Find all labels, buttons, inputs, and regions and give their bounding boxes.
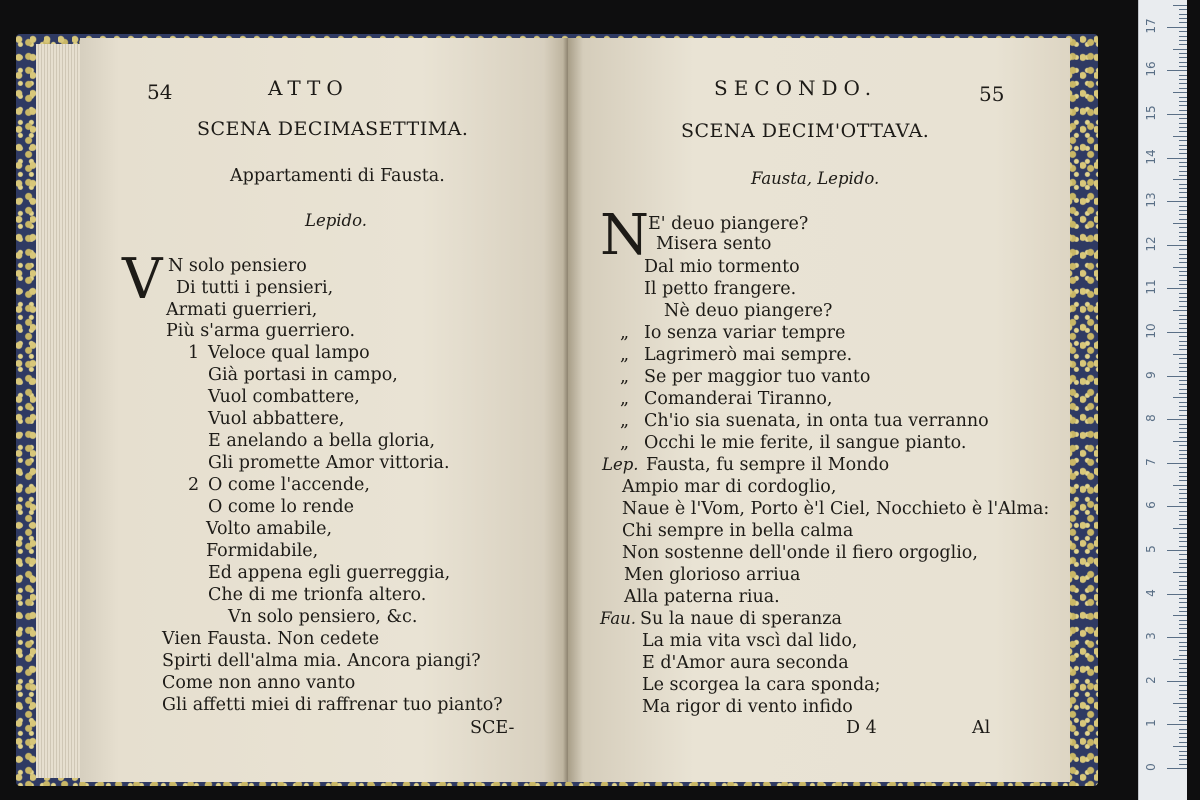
ruler-tick — [1179, 171, 1187, 172]
ruler-tick — [1167, 27, 1187, 28]
ruler-label: 5 — [1144, 545, 1158, 553]
ruler-tick — [1179, 646, 1187, 647]
ruler-tick — [1179, 410, 1187, 411]
running-head: SECONDO. — [714, 76, 878, 100]
ruler-tick — [1179, 511, 1187, 512]
quote-mark: „ — [620, 323, 630, 343]
ruler-tick — [1173, 136, 1187, 137]
stanza-number: 1 — [188, 343, 200, 363]
verse-line: Men glorioso arriua — [624, 565, 801, 585]
verse-line: O come lo rende — [208, 497, 355, 517]
ruler-tick — [1179, 145, 1187, 146]
ruler-tick — [1179, 127, 1187, 128]
ruler-tick — [1173, 354, 1187, 355]
ruler-tick — [1179, 184, 1187, 185]
ruler-tick — [1179, 101, 1187, 102]
ruler-tick — [1179, 480, 1187, 481]
ruler-tick — [1179, 275, 1187, 276]
ruler-tick — [1179, 40, 1187, 41]
ruler-tick — [1173, 485, 1187, 486]
ruler-tick — [1167, 594, 1187, 595]
signature-mark: D 4 — [846, 718, 877, 738]
ruler-tick — [1179, 188, 1187, 189]
verse-line: Lagrimerò mai sempre. — [644, 345, 853, 365]
ruler-tick — [1179, 502, 1187, 503]
verse-line: Già portasi in campo, — [208, 365, 398, 385]
ruler-label: 17 — [1144, 18, 1158, 34]
ruler-label: 14 — [1144, 148, 1158, 165]
ruler-tick — [1167, 114, 1187, 115]
ruler-tick — [1179, 254, 1187, 255]
scene-location: Appartamenti di Fausta. — [230, 166, 445, 186]
ruler-tick — [1167, 70, 1187, 71]
ruler-tick — [1179, 262, 1187, 263]
ruler-tick — [1179, 358, 1187, 359]
ruler-tick — [1173, 572, 1187, 573]
ruler-tick — [1179, 14, 1187, 15]
quote-mark: „ — [620, 345, 630, 365]
ruler-tick — [1179, 428, 1187, 429]
ruler-tick — [1179, 755, 1187, 756]
ruler-tick — [1173, 703, 1187, 704]
ruler-tick — [1179, 764, 1187, 765]
ruler-tick — [1179, 210, 1187, 211]
verse-line: Io senza variar tempre — [644, 323, 846, 343]
verse-line: Chi sempre in bella calma — [622, 521, 854, 541]
ruler-tick — [1179, 345, 1187, 346]
speaker-names: Fausta, Lepido. — [751, 169, 880, 188]
ruler-tick — [1167, 463, 1187, 464]
ruler-tick — [1179, 79, 1187, 80]
ruler-label: 2 — [1144, 675, 1158, 684]
verse-line: Spirti dell'alma mia. Ancora piangi? — [162, 651, 481, 671]
catchword: SCE- — [470, 718, 515, 738]
ruler-tick — [1179, 737, 1187, 738]
verse-line: Ch'io sia suenata, in onta tua verranno — [644, 411, 989, 431]
ruler-tick — [1179, 297, 1187, 298]
right-page — [568, 38, 1070, 782]
stanza-number: 2 — [188, 475, 200, 495]
verse-line: Gli promette Amor vittoria. — [208, 453, 450, 473]
ruler-tick — [1179, 53, 1187, 54]
ruler-tick — [1179, 467, 1187, 468]
ruler-tick — [1179, 751, 1187, 752]
ruler-tick — [1179, 663, 1187, 664]
ruler-tick — [1167, 768, 1187, 769]
verse-line: Gli affetti miei di raffrenar tuo pianto? — [162, 695, 503, 715]
ruler-tick — [1179, 559, 1187, 560]
verse-line: Veloce qual lampo — [208, 343, 370, 363]
verse-line: Se per maggior tuo vanto — [644, 367, 871, 387]
ruler-tick — [1179, 367, 1187, 368]
ruler-tick — [1179, 97, 1187, 98]
ruler-tick — [1167, 506, 1187, 507]
ruler-tick — [1179, 489, 1187, 490]
ruler-tick — [1179, 432, 1187, 433]
verse-line: Ma rigor di vento infido — [642, 697, 853, 717]
ruler-tick — [1179, 336, 1187, 337]
verse-line: Che di me trionfa altero. — [208, 585, 427, 605]
ruler-tick — [1179, 293, 1187, 294]
ruler-tick — [1179, 389, 1187, 390]
ruler-tick — [1179, 676, 1187, 677]
ruler-tick — [1179, 9, 1187, 10]
ruler-tick — [1173, 310, 1187, 311]
ruler-tick — [1179, 546, 1187, 547]
ruler-tick — [1167, 158, 1187, 159]
verse-line: Non sostenne dell'onde il fiero orgoglio, — [622, 543, 978, 563]
verse-line: Dal mio tormento — [644, 257, 800, 277]
ruler-tick — [1179, 110, 1187, 111]
ruler-tick — [1179, 44, 1187, 45]
verse-line: O come l'accende, — [208, 475, 370, 495]
ruler-tick — [1179, 328, 1187, 329]
ruler-tick — [1179, 541, 1187, 542]
ruler-tick — [1179, 581, 1187, 582]
ruler-tick — [1179, 197, 1187, 198]
ruler-tick — [1179, 380, 1187, 381]
ruler-tick — [1179, 341, 1187, 342]
ruler-label: 7 — [1144, 457, 1158, 466]
running-head: ATTO — [268, 76, 349, 100]
ruler-tick — [1167, 288, 1187, 289]
left-page — [80, 38, 568, 782]
ruler-tick — [1167, 332, 1187, 333]
ruler-tick — [1167, 201, 1187, 202]
ruler-tick — [1179, 219, 1187, 220]
ruler-tick — [1179, 611, 1187, 612]
ruler-tick — [1179, 519, 1187, 520]
ruler-tick — [1179, 602, 1187, 603]
ruler-label: 9 — [1144, 370, 1158, 379]
quote-mark: „ — [620, 389, 630, 409]
ruler-tick — [1179, 698, 1187, 699]
speaker-name: Lepido. — [305, 211, 368, 230]
ruler-tick — [1179, 88, 1187, 89]
ruler-tick — [1179, 633, 1187, 634]
ruler-label: 6 — [1144, 501, 1158, 510]
drop-cap: N — [600, 203, 649, 268]
ruler-tick — [1179, 576, 1187, 577]
ruler-tick — [1179, 62, 1187, 63]
ruler-tick — [1179, 118, 1187, 119]
verse-line: Alla paterna riua. — [624, 587, 780, 607]
verse-line: Volto amabile, — [206, 519, 333, 539]
page-edges — [36, 44, 82, 778]
ruler-tick — [1179, 83, 1187, 84]
catchword: Al — [972, 718, 991, 738]
ruler-tick — [1179, 319, 1187, 320]
verse-line: Vuol abbattere, — [208, 409, 345, 429]
ruler-tick — [1179, 57, 1187, 58]
verse-line: Armati guerrieri, — [166, 300, 318, 320]
verse-line: Vuol combattere, — [208, 387, 360, 407]
ruler-tick — [1179, 563, 1187, 564]
ruler-tick — [1179, 105, 1187, 106]
verse-line: N solo pensiero — [168, 256, 307, 276]
ruler-tick — [1179, 415, 1187, 416]
ruler-tick — [1179, 450, 1187, 451]
ruler-tick — [1179, 166, 1187, 167]
ruler-tick — [1167, 637, 1187, 638]
verse-line: E' deuo piangere? — [648, 214, 809, 234]
ruler-tick — [1179, 18, 1187, 19]
ruler-tick — [1167, 724, 1187, 725]
verse-line: Nè deuo piangere? — [664, 301, 833, 321]
ruler-tick — [1179, 620, 1187, 621]
verse-line: La mia vita vscì dal lido, — [642, 631, 858, 651]
verse-line: Fausta, fu sempre il Mondo — [646, 455, 890, 475]
ruler-tick — [1173, 223, 1187, 224]
ruler-tick — [1179, 589, 1187, 590]
ruler-tick — [1179, 628, 1187, 629]
verse-line: Più s'arma guerriero. — [166, 321, 356, 341]
ruler-tick — [1179, 258, 1187, 259]
ruler-tick — [1179, 140, 1187, 141]
ruler-label: 13 — [1144, 192, 1158, 208]
scene-title: SCENA DECIMASETTIMA. — [197, 118, 469, 140]
ruler-tick — [1173, 5, 1187, 6]
ruler-label: 0 — [1144, 763, 1158, 771]
ruler-tick — [1179, 759, 1187, 760]
ruler-tick — [1179, 36, 1187, 37]
ruler-tick — [1179, 472, 1187, 473]
verse-line: Il petto frangere. — [644, 279, 797, 299]
ruler-tick — [1173, 397, 1187, 398]
verse-line: Vien Fausta. Non cedete — [162, 629, 380, 649]
ruler-label: 16 — [1144, 61, 1158, 78]
ruler-label: 15 — [1144, 105, 1158, 121]
ruler-tick — [1179, 384, 1187, 385]
ruler-tick — [1179, 694, 1187, 695]
ruler-tick — [1179, 493, 1187, 494]
quote-mark: „ — [620, 367, 630, 387]
ruler-tick — [1179, 554, 1187, 555]
ruler-tick — [1179, 642, 1187, 643]
quote-mark: „ — [620, 411, 630, 431]
verse-line: Come non anno vanto — [162, 673, 356, 693]
ruler-tick — [1179, 271, 1187, 272]
verse-line: Le scorgea la cara sponda; — [642, 675, 881, 695]
ruler-tick — [1179, 598, 1187, 599]
ruler-tick — [1179, 306, 1187, 307]
ruler-tick — [1179, 498, 1187, 499]
ruler-label: 10 — [1144, 323, 1158, 339]
ruler-tick — [1179, 214, 1187, 215]
page-number: 54 — [147, 80, 173, 104]
ruler-tick — [1179, 729, 1187, 730]
verse-line: Comanderai Tiranno, — [644, 389, 833, 409]
ruler-tick — [1179, 131, 1187, 132]
ruler-tick — [1173, 179, 1187, 180]
ruler-tick — [1179, 192, 1187, 193]
ruler-tick — [1179, 406, 1187, 407]
ruler-tick — [1179, 655, 1187, 656]
ruler-tick — [1179, 153, 1187, 154]
ruler-tick — [1179, 249, 1187, 250]
ruler-tick — [1179, 66, 1187, 67]
ruler-tick — [1179, 402, 1187, 403]
verse-line: Ed appena egli guerreggia, — [208, 563, 451, 583]
ruler-label: 12 — [1144, 236, 1158, 252]
measuring-ruler — [1138, 0, 1187, 800]
ruler-tick — [1179, 437, 1187, 438]
ruler-tick — [1179, 476, 1187, 477]
ruler-tick — [1173, 49, 1187, 50]
ruler-tick — [1179, 162, 1187, 163]
verse-line: Ampio mar di cordoglio, — [622, 477, 837, 497]
page-number: 55 — [979, 82, 1005, 106]
ruler-tick — [1179, 711, 1187, 712]
ruler-tick — [1173, 441, 1187, 442]
ruler-tick — [1179, 206, 1187, 207]
ruler-tick — [1167, 245, 1187, 246]
verse-line: Di tutti i pensieri, — [176, 278, 334, 298]
ruler-tick — [1179, 393, 1187, 394]
verse-line: Misera sento — [656, 234, 772, 254]
ruler-tick — [1179, 236, 1187, 237]
ruler-label: 3 — [1144, 632, 1158, 641]
ruler-tick — [1179, 424, 1187, 425]
ruler-tick — [1179, 524, 1187, 525]
ruler-tick — [1179, 533, 1187, 534]
ruler-tick — [1167, 550, 1187, 551]
ruler-tick — [1179, 716, 1187, 717]
ruler-tick — [1179, 672, 1187, 673]
ruler-tick — [1179, 607, 1187, 608]
ruler-tick — [1179, 301, 1187, 302]
ruler-tick — [1179, 458, 1187, 459]
speaker-label: Lep. — [602, 455, 639, 474]
quote-mark: „ — [620, 433, 630, 453]
ruler-tick — [1179, 624, 1187, 625]
ruler-tick — [1179, 371, 1187, 372]
ruler-tick — [1179, 22, 1187, 23]
verse-line: Formidabile, — [206, 541, 319, 561]
ruler-tick — [1167, 376, 1187, 377]
verse-line: Su la naue di speranza — [640, 609, 842, 629]
ruler-tick — [1173, 746, 1187, 747]
ruler-tick — [1179, 742, 1187, 743]
ruler-label: 4 — [1144, 588, 1158, 597]
ruler-tick — [1173, 615, 1187, 616]
ruler-tick — [1173, 528, 1187, 529]
ruler-tick — [1179, 349, 1187, 350]
ruler-tick — [1179, 227, 1187, 228]
ruler-label: 8 — [1144, 414, 1158, 423]
ruler-tick — [1179, 123, 1187, 124]
ruler-tick — [1179, 707, 1187, 708]
ruler-tick — [1173, 267, 1187, 268]
ruler-tick — [1179, 720, 1187, 721]
ruler-tick — [1167, 681, 1187, 682]
ruler-tick — [1167, 419, 1187, 420]
verse-line: E anelando a bella gloria, — [208, 431, 436, 451]
ruler-tick — [1179, 685, 1187, 686]
ruler-tick — [1173, 92, 1187, 93]
ruler-tick — [1179, 363, 1187, 364]
ruler-tick — [1179, 454, 1187, 455]
ruler-tick — [1179, 240, 1187, 241]
drop-cap: V — [122, 247, 163, 312]
verse-line: E d'Amor aura seconda — [642, 653, 849, 673]
ruler-tick — [1179, 31, 1187, 32]
verse-line: Vn solo pensiero, &c. — [228, 607, 418, 627]
scene-title: SCENA DECIM'OTTAVA. — [681, 120, 930, 142]
ruler-tick — [1173, 659, 1187, 660]
ruler-tick — [1179, 75, 1187, 76]
speaker-label: Fau. — [600, 609, 637, 628]
ruler-label: 11 — [1144, 279, 1158, 296]
verse-line: Occhi le mie ferite, il sangue pianto. — [644, 433, 967, 453]
ruler-label: 1 — [1144, 719, 1158, 728]
ruler-tick — [1179, 733, 1187, 734]
ruler-tick — [1179, 445, 1187, 446]
ruler-tick — [1179, 567, 1187, 568]
ruler-tick — [1179, 315, 1187, 316]
ruler-tick — [1179, 323, 1187, 324]
ruler-tick — [1179, 232, 1187, 233]
ruler-tick — [1179, 280, 1187, 281]
ruler-tick — [1179, 515, 1187, 516]
ruler-tick — [1179, 284, 1187, 285]
ruler-tick — [1179, 668, 1187, 669]
ruler-tick — [1179, 537, 1187, 538]
ruler-tick — [1179, 585, 1187, 586]
ruler-tick — [1179, 690, 1187, 691]
ruler-tick — [1179, 650, 1187, 651]
verse-line: Naue è l'Vom, Porto è'l Ciel, Nocchieto è l'Alma: — [622, 499, 1050, 519]
ruler-tick — [1179, 175, 1187, 176]
ruler-tick — [1179, 149, 1187, 150]
